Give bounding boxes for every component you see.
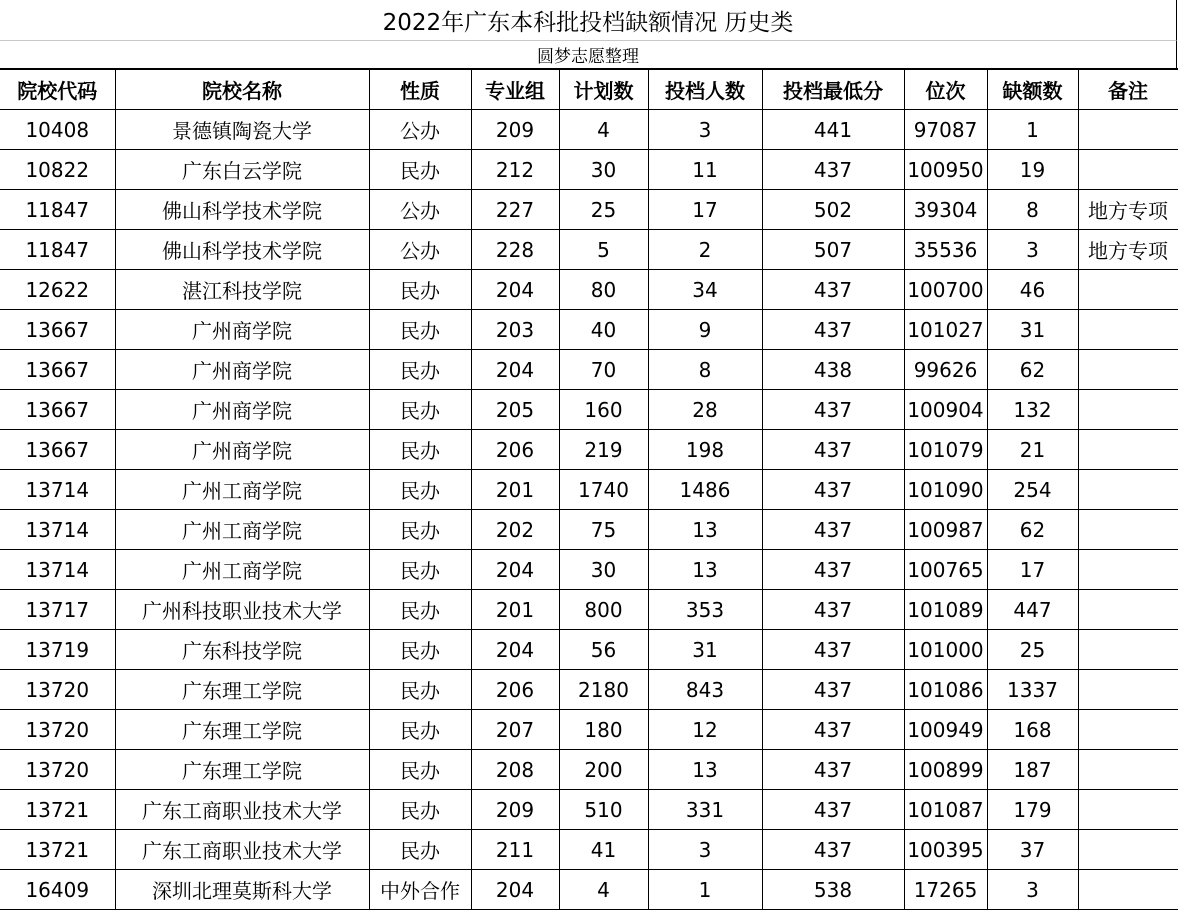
cell-type: 民办 <box>369 590 471 630</box>
cell-remark <box>1078 670 1178 710</box>
cell-plan: 56 <box>559 630 648 670</box>
cell-shortfall: 1337 <box>987 670 1078 710</box>
cell-admitted: 13 <box>648 550 762 590</box>
cell-code: 10822 <box>0 150 115 190</box>
cell-shortfall: 179 <box>987 790 1078 830</box>
cell-type: 公办 <box>369 190 471 230</box>
cell-code: 13667 <box>0 310 115 350</box>
cell-rank: 97087 <box>904 110 987 150</box>
cell-plan: 160 <box>559 390 648 430</box>
cell-admitted: 11 <box>648 150 762 190</box>
cell-rank: 100949 <box>904 710 987 750</box>
cell-admitted: 3 <box>648 110 762 150</box>
table-row <box>0 630 1178 670</box>
cell-name: 佛山科学技术学院 <box>115 230 369 270</box>
cell-code: 10408 <box>0 110 115 150</box>
cell-plan: 70 <box>559 350 648 390</box>
col-header-rank: 位次 <box>904 69 987 110</box>
cell-admitted: 3 <box>648 830 762 870</box>
cell-min-score: 437 <box>762 550 904 590</box>
cell-group: 202 <box>471 510 559 550</box>
cell-remark <box>1078 830 1178 870</box>
cell-admitted: 17 <box>648 190 762 230</box>
table-row <box>0 110 1178 150</box>
cell-rank: 101079 <box>904 430 987 470</box>
cell-code: 13714 <box>0 510 115 550</box>
cell-remark <box>1078 550 1178 590</box>
cell-type: 民办 <box>369 750 471 790</box>
cell-min-score: 538 <box>762 870 904 910</box>
cell-rank: 101090 <box>904 470 987 510</box>
table-row <box>0 150 1178 190</box>
cell-group: 201 <box>471 590 559 630</box>
table-row <box>0 470 1178 510</box>
table-row <box>0 710 1178 750</box>
cell-name: 广州商学院 <box>115 390 369 430</box>
cell-shortfall: 168 <box>987 710 1078 750</box>
cell-plan: 41 <box>559 830 648 870</box>
cell-code: 13721 <box>0 830 115 870</box>
cell-remark: 地方专项 <box>1078 230 1178 270</box>
cell-type: 民办 <box>369 550 471 590</box>
cell-admitted: 2 <box>648 230 762 270</box>
cell-name: 广州商学院 <box>115 310 369 350</box>
cell-group: 204 <box>471 870 559 910</box>
cell-min-score: 437 <box>762 830 904 870</box>
table-row <box>0 510 1178 550</box>
col-header-name: 院校名称 <box>115 69 369 110</box>
cell-rank: 101086 <box>904 670 987 710</box>
cell-remark <box>1078 310 1178 350</box>
cell-group: 209 <box>471 790 559 830</box>
cell-group: 201 <box>471 470 559 510</box>
cell-shortfall: 62 <box>987 350 1078 390</box>
cell-type: 公办 <box>369 230 471 270</box>
col-header-min-score: 投档最低分 <box>762 69 904 110</box>
cell-remark: 地方专项 <box>1078 190 1178 230</box>
cell-remark <box>1078 110 1178 150</box>
cell-rank: 17265 <box>904 870 987 910</box>
cell-name: 深圳北理莫斯科大学 <box>115 870 369 910</box>
cell-admitted: 8 <box>648 350 762 390</box>
cell-code: 16409 <box>0 870 115 910</box>
cell-group: 227 <box>471 190 559 230</box>
cell-rank: 100395 <box>904 830 987 870</box>
cell-rank: 101027 <box>904 310 987 350</box>
cell-shortfall: 62 <box>987 510 1078 550</box>
cell-min-score: 437 <box>762 750 904 790</box>
cell-min-score: 437 <box>762 510 904 550</box>
cell-group: 206 <box>471 670 559 710</box>
cell-code: 13667 <box>0 390 115 430</box>
cell-group: 204 <box>471 550 559 590</box>
cell-min-score: 502 <box>762 190 904 230</box>
cell-shortfall: 1 <box>987 110 1078 150</box>
cell-plan: 180 <box>559 710 648 750</box>
cell-name: 广东理工学院 <box>115 670 369 710</box>
cell-name: 广东工商职业技术大学 <box>115 790 369 830</box>
cell-code: 13667 <box>0 430 115 470</box>
cell-name: 广州商学院 <box>115 350 369 390</box>
cell-admitted: 12 <box>648 710 762 750</box>
cell-shortfall: 17 <box>987 550 1078 590</box>
col-header-admitted: 投档人数 <box>648 69 762 110</box>
cell-shortfall: 19 <box>987 150 1078 190</box>
cell-shortfall: 8 <box>987 190 1078 230</box>
table-row <box>0 590 1178 630</box>
table-row <box>0 550 1178 590</box>
cell-plan: 30 <box>559 550 648 590</box>
cell-min-score: 438 <box>762 350 904 390</box>
cell-rank: 100765 <box>904 550 987 590</box>
cell-rank: 100904 <box>904 390 987 430</box>
cell-rank: 100987 <box>904 510 987 550</box>
table-row <box>0 870 1178 910</box>
cell-min-score: 437 <box>762 270 904 310</box>
cell-min-score: 437 <box>762 310 904 350</box>
cell-type: 民办 <box>369 510 471 550</box>
cell-remark <box>1078 150 1178 190</box>
cell-shortfall: 254 <box>987 470 1078 510</box>
cell-remark <box>1078 430 1178 470</box>
sheet-subtitle: 圆梦志愿整理 <box>0 40 1177 68</box>
cell-code: 13667 <box>0 350 115 390</box>
cell-group: 204 <box>471 270 559 310</box>
col-header-plan: 计划数 <box>559 69 648 110</box>
cell-type: 民办 <box>369 630 471 670</box>
cell-shortfall: 31 <box>987 310 1078 350</box>
cell-type: 民办 <box>369 670 471 710</box>
cell-name: 广州工商学院 <box>115 550 369 590</box>
cell-code: 11847 <box>0 230 115 270</box>
cell-plan: 75 <box>559 510 648 550</box>
table-row <box>0 350 1178 390</box>
table-row <box>0 670 1178 710</box>
cell-remark <box>1078 510 1178 550</box>
cell-plan: 40 <box>559 310 648 350</box>
cell-code: 11847 <box>0 190 115 230</box>
cell-type: 民办 <box>369 430 471 470</box>
cell-min-score: 441 <box>762 110 904 150</box>
col-header-type: 性质 <box>369 69 471 110</box>
table-row <box>0 750 1178 790</box>
cell-rank: 35536 <box>904 230 987 270</box>
cell-plan: 800 <box>559 590 648 630</box>
cell-remark <box>1078 590 1178 630</box>
cell-min-score: 437 <box>762 150 904 190</box>
cell-rank: 101087 <box>904 790 987 830</box>
cell-remark <box>1078 390 1178 430</box>
cell-name: 广东理工学院 <box>115 710 369 750</box>
cell-name: 佛山科学技术学院 <box>115 190 369 230</box>
cell-min-score: 437 <box>762 670 904 710</box>
cell-rank: 99626 <box>904 350 987 390</box>
cell-rank: 100700 <box>904 270 987 310</box>
cell-min-score: 507 <box>762 230 904 270</box>
cell-min-score: 437 <box>762 430 904 470</box>
admission-table <box>0 68 1178 910</box>
table-row <box>0 230 1178 270</box>
cell-code: 13721 <box>0 790 115 830</box>
cell-plan: 4 <box>559 870 648 910</box>
cell-remark <box>1078 710 1178 750</box>
cell-admitted: 1 <box>648 870 762 910</box>
cell-min-score: 437 <box>762 630 904 670</box>
cell-group: 207 <box>471 710 559 750</box>
table-row <box>0 190 1178 230</box>
cell-code: 13714 <box>0 470 115 510</box>
cell-plan: 1740 <box>559 470 648 510</box>
cell-name: 广东理工学院 <box>115 750 369 790</box>
cell-remark <box>1078 350 1178 390</box>
table-row <box>0 270 1178 310</box>
cell-group: 206 <box>471 430 559 470</box>
cell-name: 广东工商职业技术大学 <box>115 830 369 870</box>
cell-plan: 80 <box>559 270 648 310</box>
cell-plan: 30 <box>559 150 648 190</box>
cell-admitted: 198 <box>648 430 762 470</box>
table-row <box>0 830 1178 870</box>
cell-admitted: 13 <box>648 510 762 550</box>
cell-shortfall: 25 <box>987 630 1078 670</box>
cell-shortfall: 21 <box>987 430 1078 470</box>
sheet-title: 2022年广东本科批投档缺额情况 历史类 <box>0 0 1177 40</box>
cell-type: 民办 <box>369 390 471 430</box>
table-row <box>0 790 1178 830</box>
cell-admitted: 331 <box>648 790 762 830</box>
cell-shortfall: 37 <box>987 830 1078 870</box>
cell-remark <box>1078 470 1178 510</box>
cell-min-score: 437 <box>762 470 904 510</box>
cell-code: 13720 <box>0 670 115 710</box>
cell-group: 203 <box>471 310 559 350</box>
cell-remark <box>1078 270 1178 310</box>
cell-type: 民办 <box>369 830 471 870</box>
cell-remark <box>1078 630 1178 670</box>
cell-remark <box>1078 750 1178 790</box>
cell-min-score: 437 <box>762 790 904 830</box>
table-row <box>0 390 1178 430</box>
cell-code: 13714 <box>0 550 115 590</box>
cell-admitted: 843 <box>648 670 762 710</box>
cell-name: 广州工商学院 <box>115 470 369 510</box>
cell-type: 民办 <box>369 470 471 510</box>
cell-group: 204 <box>471 630 559 670</box>
cell-plan: 4 <box>559 110 648 150</box>
cell-admitted: 13 <box>648 750 762 790</box>
col-header-code: 院校代码 <box>0 69 115 110</box>
cell-admitted: 34 <box>648 270 762 310</box>
cell-plan: 5 <box>559 230 648 270</box>
cell-name: 广州商学院 <box>115 430 369 470</box>
cell-code: 13717 <box>0 590 115 630</box>
cell-shortfall: 46 <box>987 270 1078 310</box>
col-header-remark: 备注 <box>1078 69 1178 110</box>
cell-plan: 25 <box>559 190 648 230</box>
cell-name: 湛江科技学院 <box>115 270 369 310</box>
cell-name: 景德镇陶瓷大学 <box>115 110 369 150</box>
cell-group: 228 <box>471 230 559 270</box>
cell-type: 民办 <box>369 350 471 390</box>
cell-type: 公办 <box>369 110 471 150</box>
cell-type: 民办 <box>369 150 471 190</box>
cell-group: 211 <box>471 830 559 870</box>
cell-shortfall: 3 <box>987 870 1078 910</box>
cell-admitted: 31 <box>648 630 762 670</box>
cell-code: 13720 <box>0 710 115 750</box>
cell-name: 广州工商学院 <box>115 510 369 550</box>
cell-min-score: 437 <box>762 390 904 430</box>
cell-remark <box>1078 870 1178 910</box>
cell-plan: 2180 <box>559 670 648 710</box>
cell-plan: 510 <box>559 790 648 830</box>
cell-shortfall: 447 <box>987 590 1078 630</box>
cell-name: 广州科技职业技术大学 <box>115 590 369 630</box>
cell-code: 13720 <box>0 750 115 790</box>
cell-plan: 219 <box>559 430 648 470</box>
cell-shortfall: 132 <box>987 390 1078 430</box>
cell-remark <box>1078 790 1178 830</box>
cell-type: 民办 <box>369 710 471 750</box>
cell-type: 民办 <box>369 790 471 830</box>
cell-group: 209 <box>471 110 559 150</box>
table-row <box>0 430 1178 470</box>
cell-code: 12622 <box>0 270 115 310</box>
cell-shortfall: 187 <box>987 750 1078 790</box>
cell-rank: 100899 <box>904 750 987 790</box>
cell-type: 民办 <box>369 310 471 350</box>
cell-plan: 200 <box>559 750 648 790</box>
cell-admitted: 1486 <box>648 470 762 510</box>
col-header-group: 专业组 <box>471 69 559 110</box>
cell-group: 205 <box>471 390 559 430</box>
cell-admitted: 9 <box>648 310 762 350</box>
cell-rank: 101089 <box>904 590 987 630</box>
cell-group: 208 <box>471 750 559 790</box>
header-row <box>0 69 1178 110</box>
cell-shortfall: 3 <box>987 230 1078 270</box>
cell-code: 13719 <box>0 630 115 670</box>
cell-admitted: 28 <box>648 390 762 430</box>
cell-rank: 39304 <box>904 190 987 230</box>
cell-rank: 101000 <box>904 630 987 670</box>
cell-group: 212 <box>471 150 559 190</box>
cell-rank: 100950 <box>904 150 987 190</box>
cell-min-score: 437 <box>762 710 904 750</box>
cell-min-score: 437 <box>762 590 904 630</box>
col-header-shortfall: 缺额数 <box>987 69 1078 110</box>
table-row <box>0 310 1178 350</box>
cell-name: 广东科技学院 <box>115 630 369 670</box>
cell-type: 中外合作 <box>369 870 471 910</box>
cell-admitted: 353 <box>648 590 762 630</box>
cell-type: 民办 <box>369 270 471 310</box>
cell-name: 广东白云学院 <box>115 150 369 190</box>
cell-group: 204 <box>471 350 559 390</box>
